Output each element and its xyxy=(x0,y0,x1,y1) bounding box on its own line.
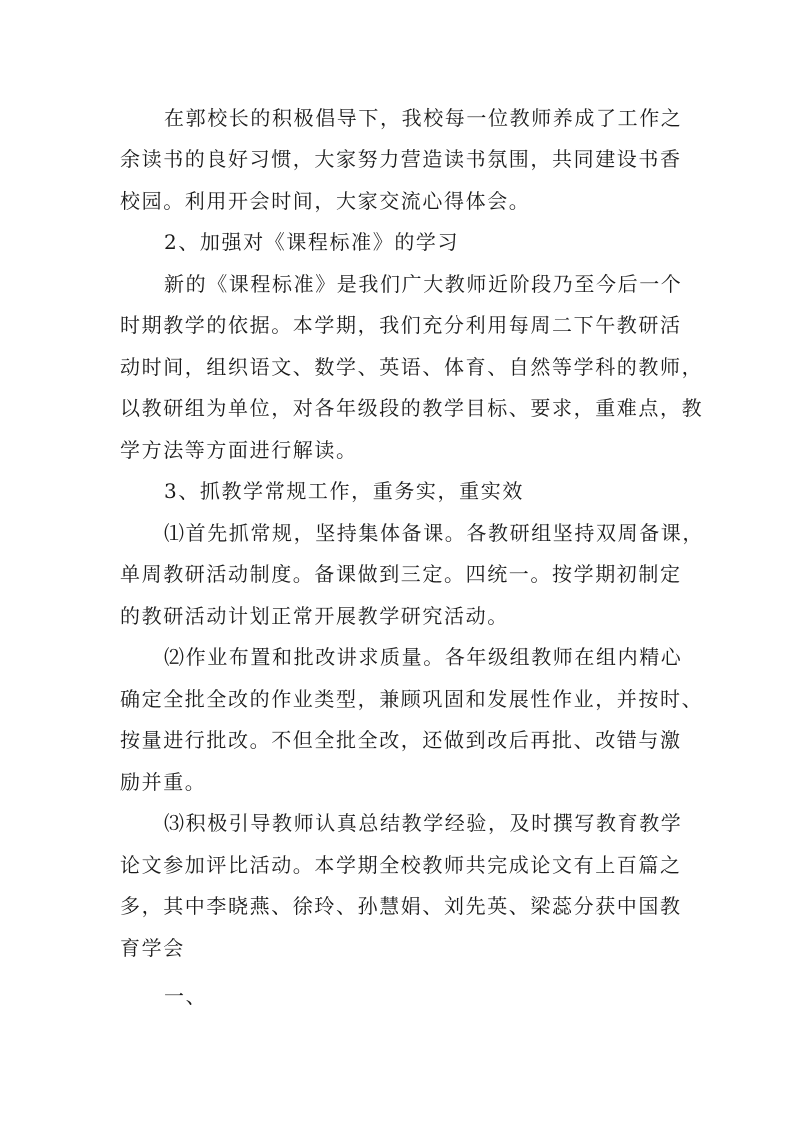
paragraph-line: 以教研组为单位，对各年级段的教学目标、要求，重难点，教 xyxy=(120,396,704,420)
paragraph-line: 确定全批全改的作业类型，兼顾巩固和发展性作业，并按时、 xyxy=(120,687,704,711)
paragraph-line: 余读书的良好习惯，大家努力营造读书氛围，共同建设书香 xyxy=(120,147,682,171)
paragraph-line: 时期教学的依据。本学期，我们充分利用每周二下午教研活 xyxy=(120,313,682,337)
paragraph-line: 按量进行批改。不但全批全改，还做到改后再批、改错与激 xyxy=(120,728,682,752)
paragraph-line: 动时间，组织语文、数学、英语、体育、自然等学科的教师， xyxy=(120,355,704,379)
paragraph-line: ⑵作业布置和批改讲求质量。各年级组教师在组内精心 xyxy=(164,645,683,669)
section-heading: 一、 xyxy=(164,984,208,1008)
paragraph-line: 论文参加评比活动。本学期全校教师共完成论文有上百篇之 xyxy=(120,853,682,877)
paragraph-line: ⑶积极引导教师认真总结教学经验，及时撰写教育教学 xyxy=(164,811,683,835)
paragraph-line: 多，其中李晓燕、徐玲、孙慧娟、刘先英、梁蕊分获中国教 xyxy=(120,894,682,918)
section-heading: 3、抓教学常规工作，重务实，重实效 xyxy=(164,479,524,503)
paragraph-line: 育学会 xyxy=(120,936,185,960)
paragraph-line: 励并重。 xyxy=(120,770,207,794)
paragraph-line: ⑴首先抓常规，坚持集体备课。各教研组坚持双周备课， xyxy=(164,521,704,545)
paragraph-line: 新的《课程标准》是我们广大教师近阶段乃至今后一个 xyxy=(164,272,683,296)
section-heading: 2、加强对《课程标准》的学习 xyxy=(164,230,460,254)
paragraph-line: 的教研活动计划正常开展教学研究活动。 xyxy=(120,604,509,628)
paragraph-line: 在郭校长的积极倡导下，我校每一位教师养成了工作之 xyxy=(164,106,683,130)
paragraph-line: 学方法等方面进行解读。 xyxy=(120,438,358,462)
paragraph-line: 校园。利用开会时间，大家交流心得体会。 xyxy=(120,189,531,213)
paragraph-line: 单周教研活动制度。备课做到三定。四统一。按学期初制定 xyxy=(120,562,682,586)
